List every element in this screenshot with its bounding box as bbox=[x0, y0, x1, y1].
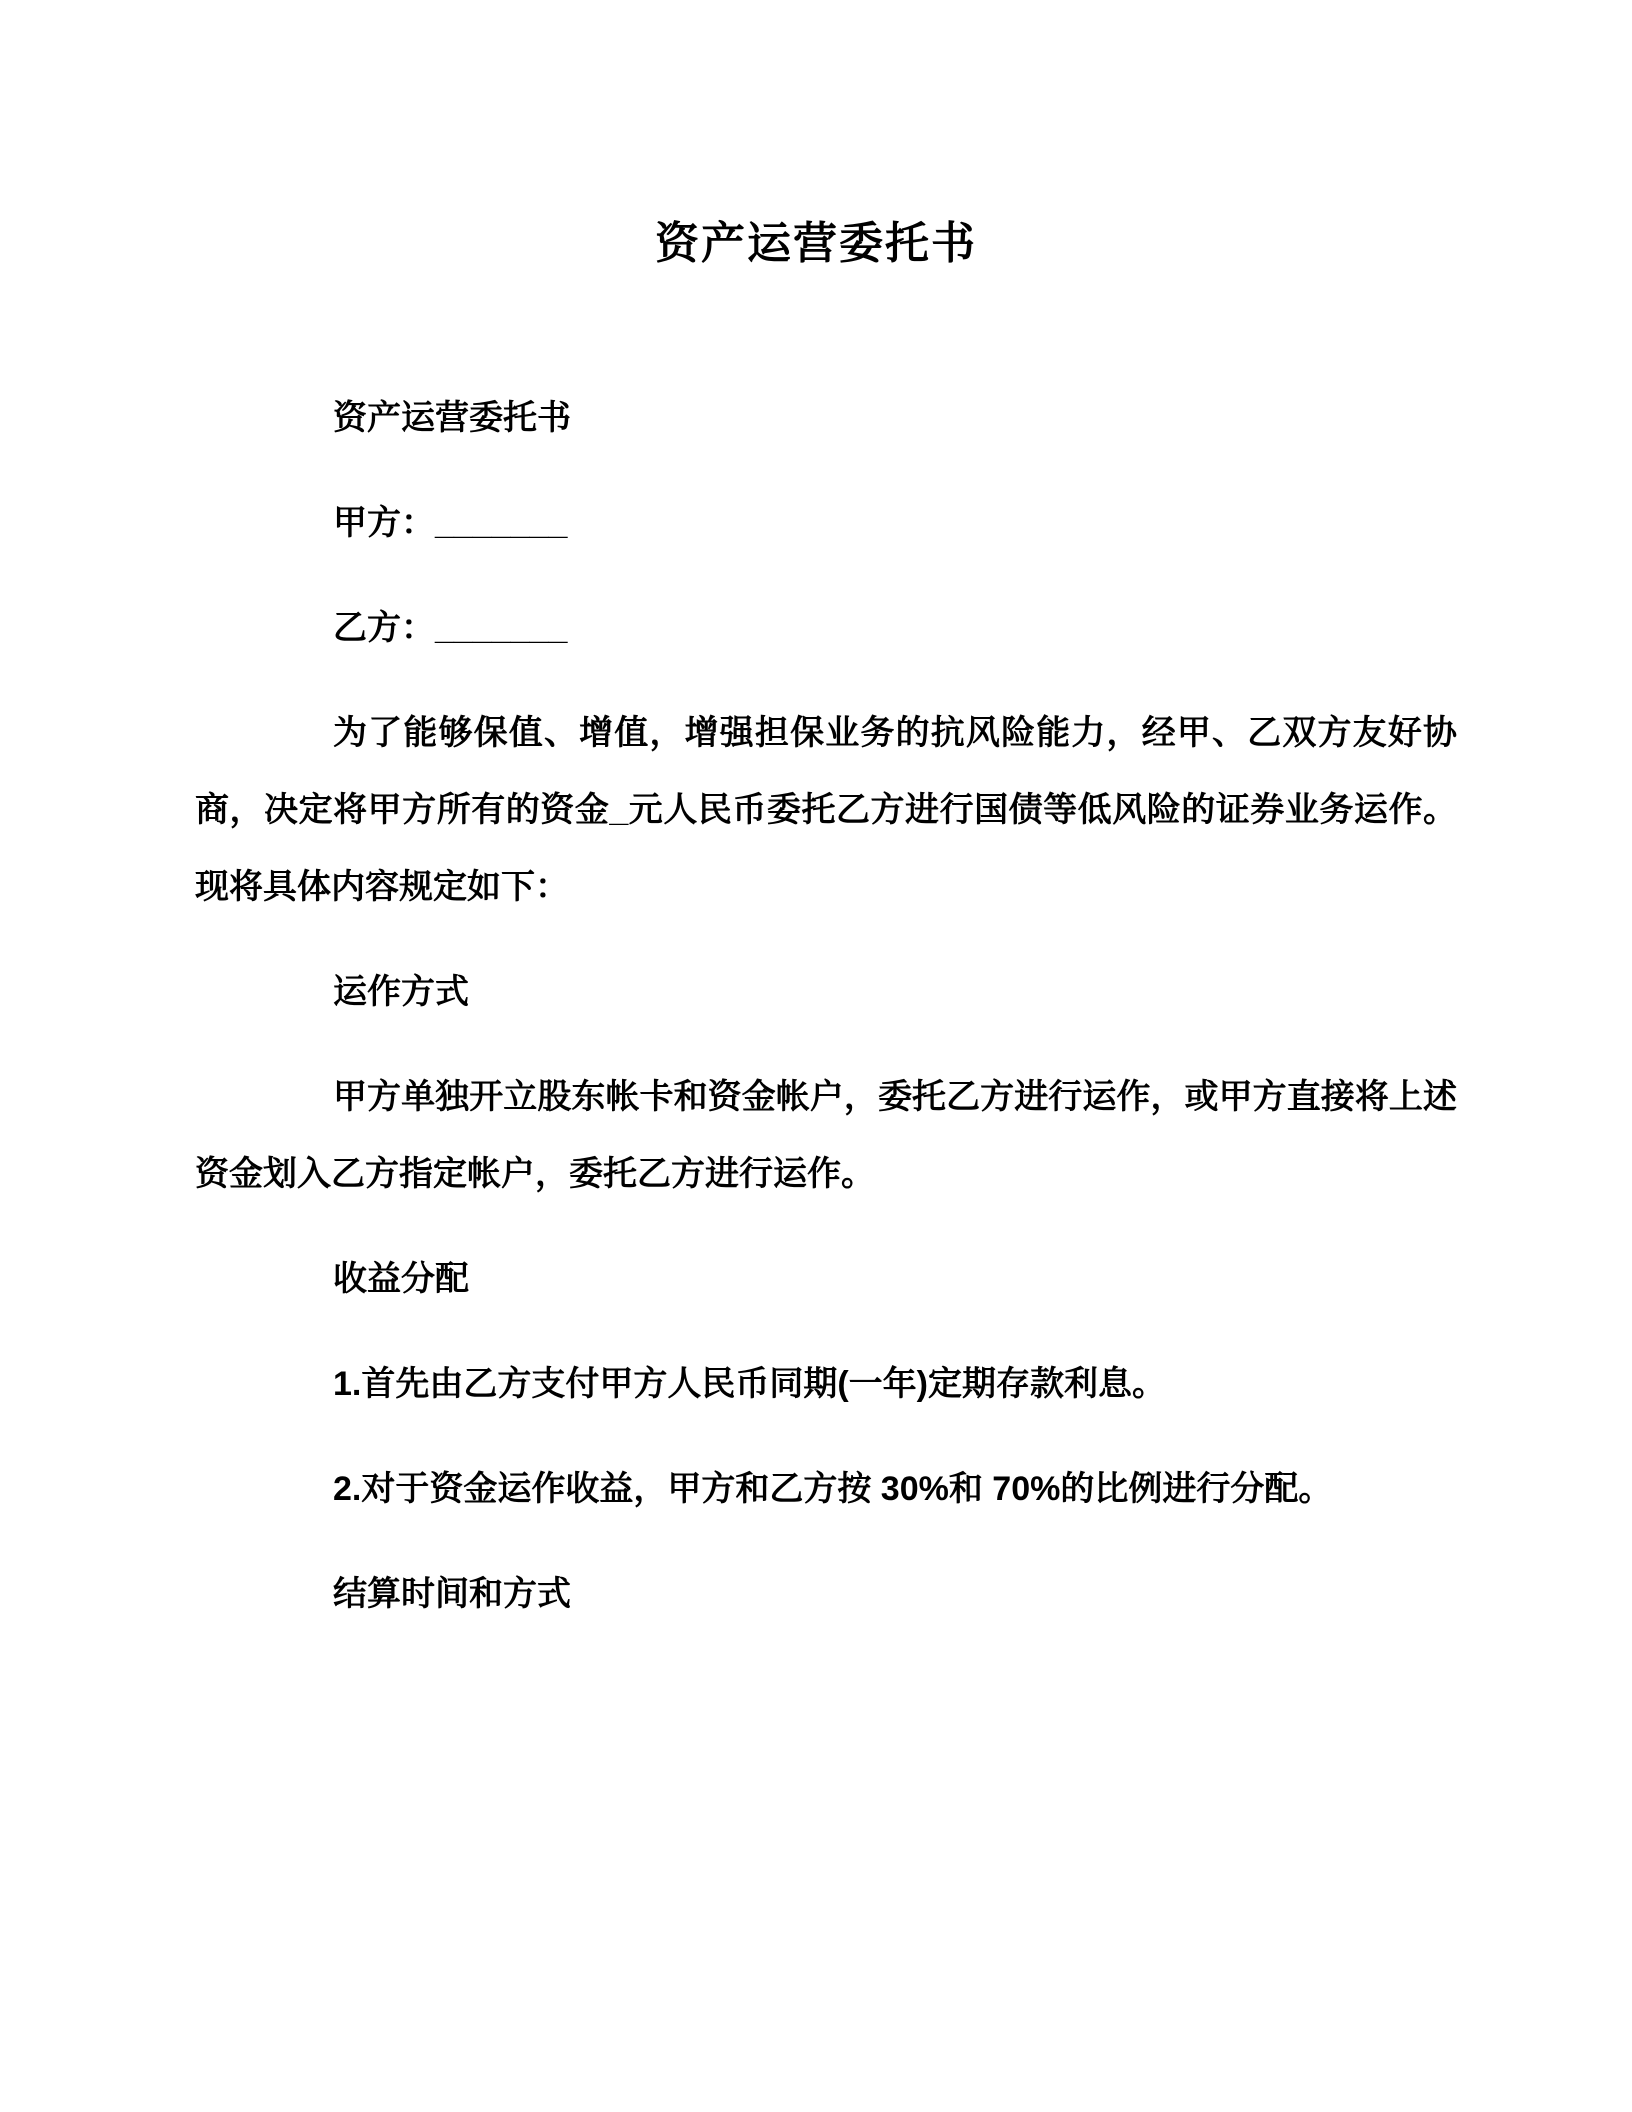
paragraph-party-b: 乙方：_______ bbox=[333, 609, 568, 647]
section-heading-income: 收益分配 bbox=[333, 1260, 469, 1298]
paragraph-party-a: 甲方：_______ bbox=[333, 504, 568, 542]
paragraph-income-item-2: 2.对于资金运作收益，甲方和乙方按 30%和 70%的比例进行分配。 bbox=[333, 1470, 1333, 1508]
paragraph-operation-body: 甲方单独开立股东帐卡和资金帐户，委托乙方进行运作，或甲方直接将上述资金划入乙方指定帐户，委托乙方进行运作。 bbox=[195, 1078, 1457, 1193]
paragraph-subtitle: 资产运营委托书 bbox=[333, 399, 571, 437]
document-title: 资产运营委托书 bbox=[655, 219, 977, 268]
paragraph-income-item-1: 1.首先由乙方支付甲方人民币同期(一年)定期存款利息。 bbox=[333, 1365, 1166, 1403]
paragraph-intro: 为了能够保值、增值，增强担保业务的抗风险能力，经甲、乙双方友好协商，决定将甲方所有的资金_元人民币委托乙方进行国债等低风险的证券业务运作。现将具体内容规定如下： bbox=[195, 714, 1457, 906]
section-heading-settlement: 结算时间和方式 bbox=[333, 1575, 571, 1613]
section-heading-operation: 运作方式 bbox=[333, 973, 469, 1011]
